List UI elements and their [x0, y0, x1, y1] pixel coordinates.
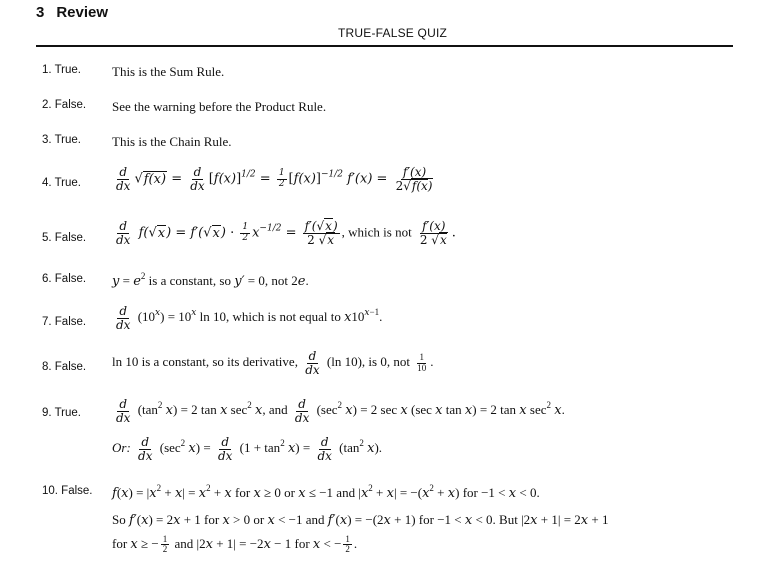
item-equation: $\frac{d}{dx}$ ($\tan^2$ x) = 2 tan x $\sec^2 x$, and $\frac{d}{dx}$ ($\sec^2$ x) = 2 sec x (sec x tan x) = 2 tan x $\sec^2 x$.: [116, 397, 565, 425]
item-equation: So f′(x) = 2x + 1 for x > 0 or x < −1 and f′(x) = −(2x + 1) for −1 < x < 0. But |2x + 1| = 2x + 1: [112, 512, 609, 528]
item-answer: This is the Chain Rule.: [112, 134, 232, 149]
item-answer: See the warning before the Product Rule.: [112, 99, 327, 114]
section-title: TRUE-FALSE QUIZ: [338, 26, 448, 40]
item-label: 8. False.: [42, 361, 87, 373]
item-connector-text: is a constant, so: [148, 273, 231, 288]
item-label: 9. True.: [42, 407, 81, 419]
item-equation: $y = e^2$ is a constant, so y′ = 0, not 2e.: [112, 271, 309, 289]
item-equation: for x ≥ − $\frac{1}{2}$ and |2x + 1| = −2x − 1 for x < − $\frac{1}{2}$ .: [112, 534, 358, 555]
item-label: 1. True.: [42, 64, 81, 76]
item-label: 10. False.: [42, 485, 93, 497]
or-label: Or:: [112, 440, 131, 456]
item-label: 5. False.: [42, 232, 87, 244]
chapter-heading: [36, 4, 108, 21]
item-equation: $\frac{d}{dx}$ $(10^x) = 10^x$ ln 10, which is not equal to $x10^{x-1}$.: [116, 304, 383, 332]
item-answer: This is the Sum Rule.: [112, 64, 225, 79]
item-label: 4. True.: [42, 177, 81, 189]
item-connector-text: ln 10 is a constant, so its derivative,: [112, 354, 298, 370]
chapter-title: Review: [56, 4, 109, 21]
item-equation: ln 10 is a constant, so its derivative, $\frac{d}{dx}$ (ln 10), is 0, not $\frac{1}{10}$ .: [112, 349, 434, 377]
item-label: 7. False.: [42, 316, 87, 328]
item-label: 3. True.: [42, 134, 81, 146]
item-equation: Or: $\frac{d}{dx}$ ($\sec^2$ x) = $\frac{d}{dx}$ $(1 + \tan^2 x)$ = $\frac{d}{dx}$ ($\tan^2$ x).: [112, 435, 383, 463]
item-connector-text: for: [235, 485, 251, 500]
item-equation: $\frac{d}{dx}$ f(√x) = f′(√x) · $\frac{1}{2}$ $x^{-1/2}$ = $\frac{f'(√x)}{2 √x}$ , which is not $\frac{f'(x)}{2 √x}$ .: [116, 219, 456, 247]
item-equation: $\frac{d}{dx}$ √f(x) = $\frac{d}{dx}$ $[f(x)]^{1/2}$ = $\frac{1}{2}$ $[f(x)]^{-1/2}$ f′(x) = $\frac{f'(x)}{2√f(x)}$: [116, 165, 433, 193]
item-label: 6. False.: [42, 273, 87, 285]
item-label: 2. False.: [42, 99, 87, 111]
item-connector-text: , which is not: [341, 224, 412, 240]
header-divider: [36, 45, 733, 47]
item-equation: $f(x) = |x^2 + x| = x^2 + x$ for x ≥ 0 or x ≤ −1 and $|x^2 + x| = -(x^2 + x)$ for −1 < x < 0.: [112, 483, 540, 501]
item-connector-text: , and: [262, 402, 288, 418]
item-connector-text: , which is not equal to: [226, 309, 341, 325]
chapter-number: 3: [36, 4, 45, 21]
